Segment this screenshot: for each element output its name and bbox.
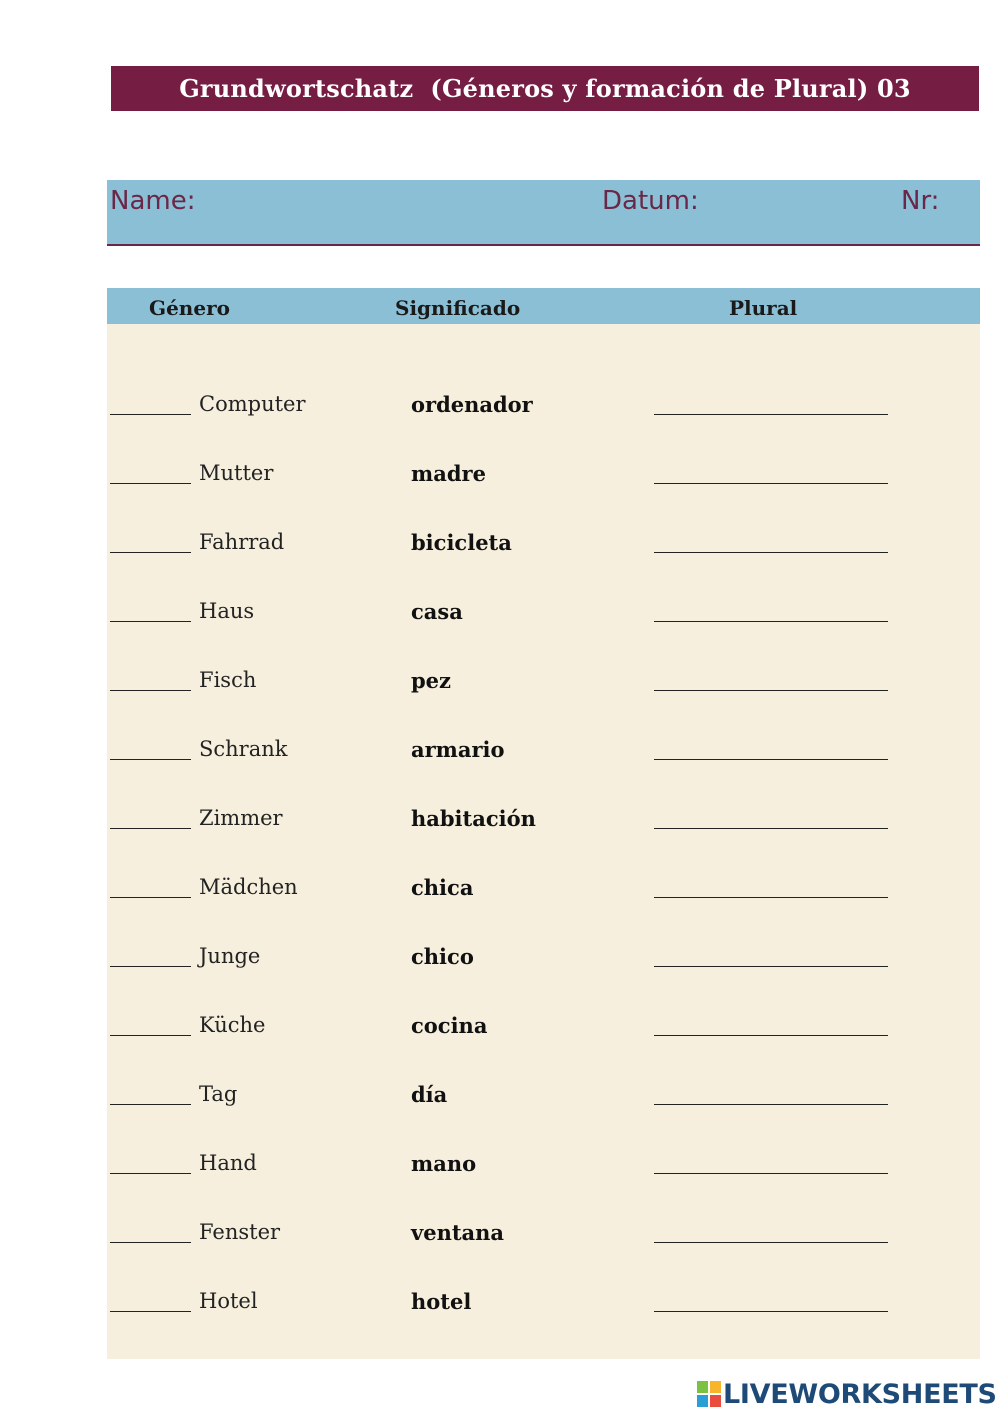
gender-answer-blank[interactable] bbox=[110, 552, 191, 553]
gender-answer-blank[interactable] bbox=[110, 1104, 191, 1105]
german-word: Junge bbox=[199, 944, 261, 968]
plural-answer-blank[interactable] bbox=[654, 690, 888, 691]
gender-answer-blank[interactable] bbox=[110, 414, 191, 415]
german-word: Mädchen bbox=[199, 875, 298, 899]
german-word: Tag bbox=[199, 1082, 238, 1106]
table-row bbox=[107, 664, 980, 704]
spanish-meaning: bicicleta bbox=[411, 530, 512, 555]
plural-answer-blank[interactable] bbox=[654, 1104, 888, 1105]
table-row bbox=[107, 871, 980, 911]
gender-answer-blank[interactable] bbox=[110, 897, 191, 898]
spanish-meaning: habitación bbox=[411, 806, 536, 831]
german-word: Fenster bbox=[199, 1220, 281, 1244]
number-label: Nr: bbox=[901, 186, 940, 216]
table-row bbox=[107, 1216, 980, 1256]
gender-answer-blank[interactable] bbox=[110, 1242, 191, 1243]
plural-answer-blank[interactable] bbox=[654, 483, 888, 484]
gender-answer-blank[interactable] bbox=[110, 1173, 191, 1174]
plural-answer-blank[interactable] bbox=[654, 759, 888, 760]
logo-text: LIVEWORKSHEETS bbox=[723, 1378, 997, 1410]
plural-answer-blank[interactable] bbox=[654, 1173, 888, 1174]
spanish-meaning: mano bbox=[411, 1151, 477, 1176]
table-row bbox=[107, 1147, 980, 1187]
gender-answer-blank[interactable] bbox=[110, 483, 191, 484]
student-info-bar bbox=[107, 180, 980, 246]
gender-answer-blank[interactable] bbox=[110, 759, 191, 760]
spanish-meaning: cocina bbox=[411, 1013, 488, 1038]
spanish-meaning: hotel bbox=[411, 1289, 472, 1314]
column-header-significado: Significado bbox=[395, 296, 521, 320]
gender-answer-blank[interactable] bbox=[110, 1035, 191, 1036]
table-row bbox=[107, 595, 980, 635]
spanish-meaning: madre bbox=[411, 461, 486, 486]
table-header bbox=[107, 288, 980, 324]
spanish-meaning: chico bbox=[411, 944, 474, 969]
plural-answer-blank[interactable] bbox=[654, 897, 888, 898]
column-header-genero: Género bbox=[149, 296, 230, 320]
table-row bbox=[107, 1285, 980, 1325]
plural-answer-blank[interactable] bbox=[654, 552, 888, 553]
gender-answer-blank[interactable] bbox=[110, 966, 191, 967]
vocabulary-table bbox=[107, 324, 980, 1359]
table-row bbox=[107, 457, 980, 497]
german-word: Computer bbox=[199, 392, 306, 416]
gender-answer-blank[interactable] bbox=[110, 690, 191, 691]
liveworksheets-logo-icon bbox=[697, 1381, 721, 1407]
german-word: Küche bbox=[199, 1013, 266, 1037]
plural-answer-blank[interactable] bbox=[654, 1035, 888, 1036]
plural-answer-blank[interactable] bbox=[654, 1242, 888, 1243]
liveworksheets-logo bbox=[697, 1378, 997, 1410]
table-row bbox=[107, 1078, 980, 1118]
spanish-meaning: armario bbox=[411, 737, 505, 762]
spanish-meaning: ordenador bbox=[411, 392, 533, 417]
german-word: Schrank bbox=[199, 737, 288, 761]
table-row bbox=[107, 802, 980, 842]
plural-answer-blank[interactable] bbox=[654, 828, 888, 829]
table-row bbox=[107, 388, 980, 428]
table-row bbox=[107, 526, 980, 566]
plural-answer-blank[interactable] bbox=[654, 1311, 888, 1312]
spanish-meaning: ventana bbox=[411, 1220, 505, 1245]
date-label: Datum: bbox=[602, 186, 699, 216]
plural-answer-blank[interactable] bbox=[654, 414, 888, 415]
gender-answer-blank[interactable] bbox=[110, 828, 191, 829]
german-word: Mutter bbox=[199, 461, 274, 485]
spanish-meaning: día bbox=[411, 1082, 448, 1107]
german-word: Zimmer bbox=[199, 806, 283, 830]
german-word: Fahrrad bbox=[199, 530, 285, 554]
column-header-plural: Plural bbox=[729, 296, 798, 320]
german-word: Hand bbox=[199, 1151, 257, 1175]
plural-answer-blank[interactable] bbox=[654, 621, 888, 622]
german-word: Hotel bbox=[199, 1289, 258, 1313]
spanish-meaning: pez bbox=[411, 668, 451, 693]
german-word: Haus bbox=[199, 599, 255, 623]
german-word: Fisch bbox=[199, 668, 257, 692]
gender-answer-blank[interactable] bbox=[110, 1311, 191, 1312]
spanish-meaning: chica bbox=[411, 875, 474, 900]
table-row bbox=[107, 1009, 980, 1049]
name-label: Name: bbox=[110, 186, 196, 216]
plural-answer-blank[interactable] bbox=[654, 966, 888, 967]
table-row bbox=[107, 940, 980, 980]
page-title: Grundwortschatz (Géneros y formación de Plural) 03 bbox=[111, 66, 979, 111]
table-row bbox=[107, 733, 980, 773]
gender-answer-blank[interactable] bbox=[110, 621, 191, 622]
spanish-meaning: casa bbox=[411, 599, 463, 624]
